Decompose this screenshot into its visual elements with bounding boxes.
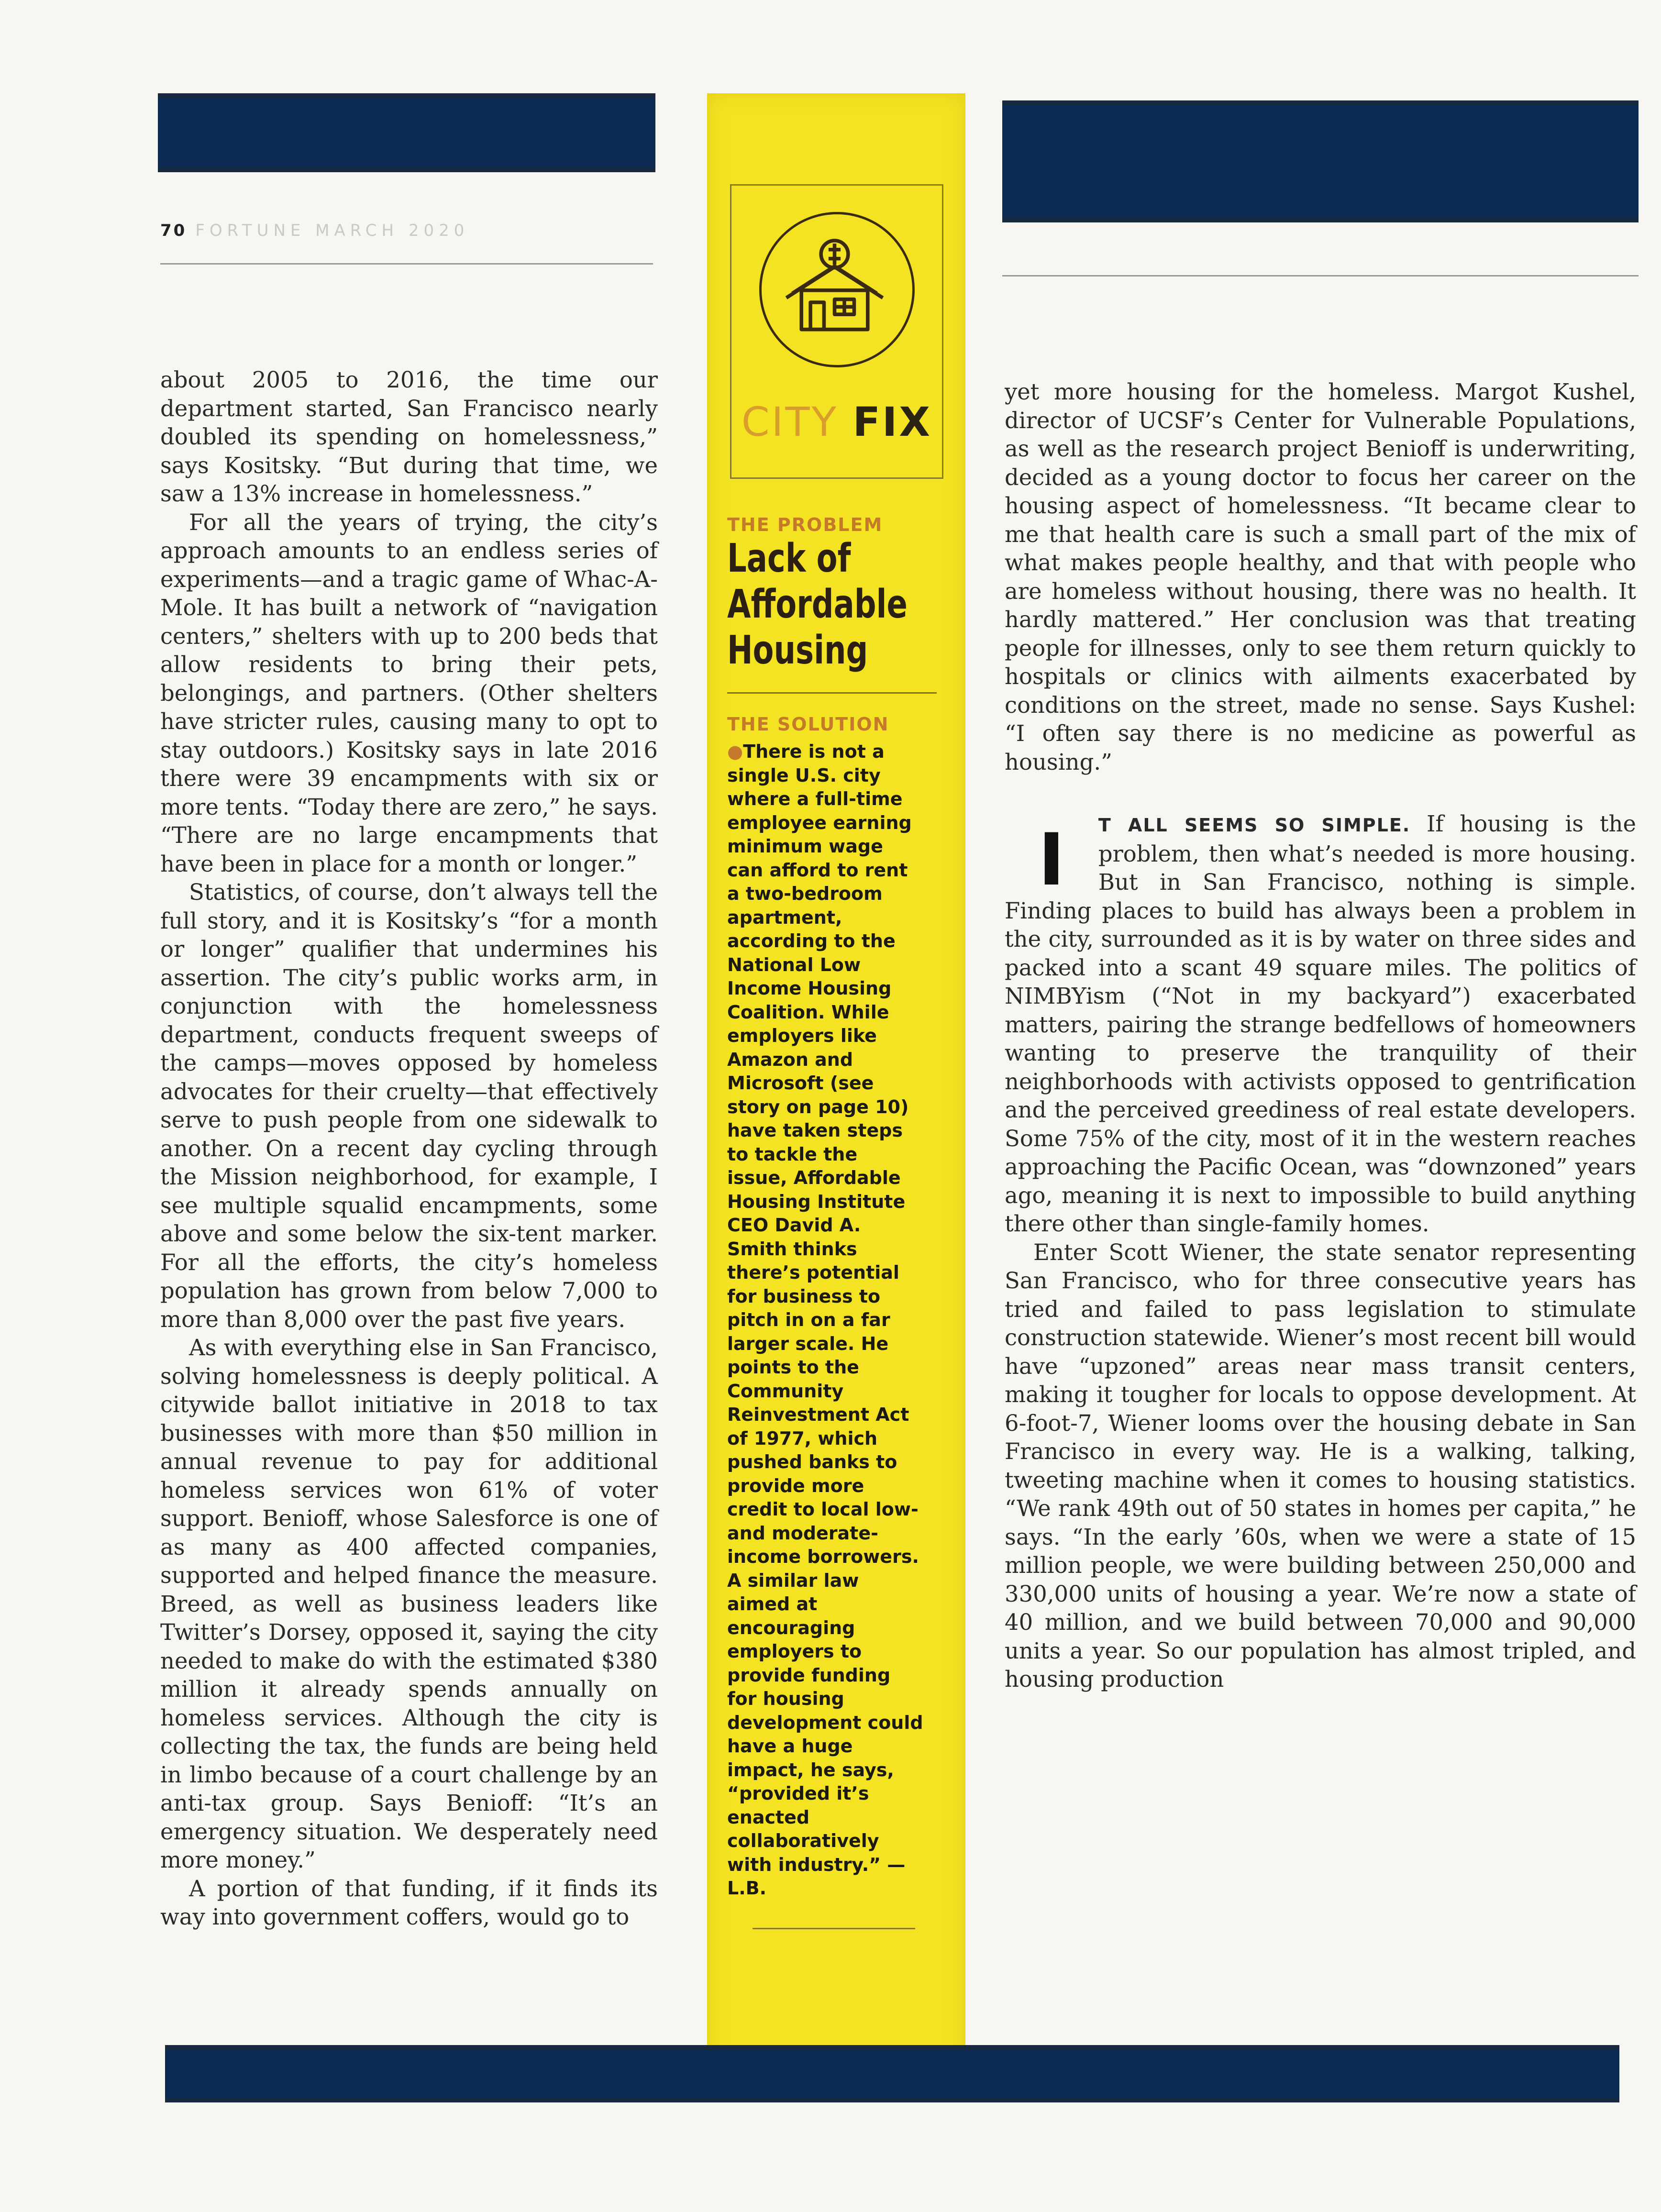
house-dollar-icon [759, 212, 910, 363]
article-paragraph: A portion of that funding, if it finds its way into government coffers, would go to [160, 1875, 658, 1930]
bullet-icon: ● [727, 741, 743, 762]
left-article-column [160, 366, 658, 1932]
city-label: CITY [741, 398, 838, 445]
article-paragraph: about 2005 to 2016, the time our department started, San Francisco nearly doubled its spending on homelessness,” says Kositsky. “But during that time, we saw a 13% increase in homelessness.” [160, 367, 658, 507]
problem-label: THE PROBLEM [727, 514, 883, 535]
problem-title: Lack of Affordable Housing [727, 536, 908, 673]
article-paragraph: As with everything else in San Francisco, solving homelessness is deeply political. A citywide ballot initiative in 2018 to tax businesses with more than $50 million in annual revenue to pay for additional homeless services won 61% of voter support. Benioff, whose Salesforce is one of as many as 400 affected companies, supported and helped finance the measure. Breed, as well as business leaders like Twitter’s Dorsey, opposed it, saying the city needed to make do with the estimated $380 million it already spends annually on homeless services. Although the city is collecting the tax, the funds are being held in limbo because of a court challenge by an anti-tax group. Says Benioff: “It’s an emergency situation. We desperately need more money.” [160, 1335, 658, 1873]
fix-label: FIX [853, 398, 932, 445]
city-fix-logo [731, 398, 942, 445]
article-paragraph: yet more housing for the homeless. Margot Kushel, director of UCSF’s Center for Vulnerable Populations, as well as the research project Benioff is underwriting, decided as a young doctor to focus her career on the housing aspect of homelessness. “It became clear to me that health care is such a small part of the mix of what makes people healthy, and that with people who are homeless without housing, there was no health. It hardly mattered.” Her conclusion was that treating people for illnesses, only to see them return quickly to hospitals or clinics with ailments exacerbated by conditions on the street, made no sense. Says Kushel: “I often say there is no medicine as powerful as housing.” [1005, 379, 1636, 775]
dropcap-paragraph [1005, 810, 1636, 1239]
solution-text [727, 740, 923, 1901]
right-article-column [1005, 378, 1636, 1694]
article-paragraph: For all the years of trying, the city’s approach amounts to an endless series of experiments—and a tragic game of Whac-A-Mole. It has built a network of “navigation centers,” shelters with up to 200 beds that allow residents to bring their pets, belongings, and partners. (Other shelters have stricter rules, causing many to opt to stay outdoors.) Kositsky says in late 2016 there were 39 encampments with six or more tents. “Today there are zero,” he says. “There are no large encampments that have been in place for a month or longer.” [160, 509, 658, 877]
header-rule-left [160, 263, 653, 265]
solution-body: There is not a single U.S. city where a full-time employee earning minimum wage can afford to rent a two-bedroom apartment, according to the National Low Income Housing Coalition. While employers like Amazon and Microsoft (see story on page 10) have taken steps to tackle the issue, Affordable Housing Institute CEO David A. Smith thinks there’s potential for business to pitch in on a far larger scale. He points to the Community Reinvestment Act of 1977, which pushed banks to provide more credit to local low- and moderate-income borrowers. A similar law aimed at encouraging employers to provide funding for housing development could have a huge impact, he says, “provided it’s enacted collaboratively with industry.” —L.B. [727, 741, 923, 1899]
city-fix-sidebar [707, 93, 965, 2093]
article-paragraph: Enter Scott Wiener, the state senator representing San Francisco, who for three consecutive years has tried and failed to pass legislation to stimulate construction statewide. Wiener’s most recent bill would have “upzoned” areas near mass transit centers, making it tougher for locals to oppose development. At 6-foot-7, Wiener looms over the housing debate in San Francisco in every way. He is a walking, talking, tweeting machine when it comes to housing statistics. “We rank 49th out of 50 states in homes per capita,” he says. “In the early ’60s, when we were a state of 15 million people, we were building between 250,000 and 330,000 units of housing a year. We’re now a state of 40 million, and we build between 70,000 and 90,000 units a year. So our population has almost tripled, and housing production [1005, 1239, 1636, 1692]
city-fix-badge [730, 184, 943, 479]
redaction-bar-top-right [1002, 100, 1639, 222]
sidebar-rule [727, 692, 937, 694]
page-number: 70 [160, 221, 187, 240]
solution-label: THE SOLUTION [727, 714, 889, 735]
lead-in: T ALL SEEMS SO SIMPLE. [1098, 815, 1411, 836]
dropcap-letter: I [1038, 818, 1065, 902]
article-paragraph: If housing is the problem, then what’s needed is more housing. But in San Francisco, nothing is simple. Finding places to build has always been a problem in the city, surrounded as it is by water on three sides and packed into a scant 49 square miles. The politics of NIMBYism (“Not in my backyard”) exacerbated matters, pairing the strange bedfellows of homeowners wanting to preserve the tranquility of their neighborhoods with activists opposed to gentrification and the perceived greediness of real estate developers. Some 75% of the city, most of it in the western reaches approaching the Pacific Ocean, was “downzoned” years ago, meaning it is next to impossible to build anything there other than single-family homes. [1005, 811, 1636, 1237]
article-paragraph: Statistics, of course, don’t always tell the full story, and it is Kositsky’s “for a month or longer” qualifier that undermines his assertion. The city’s public works arm, in conjunction with the homelessness department, conducts frequent sweeps of the camps—moves opposed by homeless advocates for their cruelty—that effectively serve to push people from one sidewalk to another. On a recent day cycling through the Mission neighborhood, for example, I see multiple squalid encampments, some above and some below the six-tent marker. For all the efforts, the city’s homeless population has grown from below 7,000 to more than 8,000 over the past five years. [160, 879, 658, 1332]
page-folio [160, 221, 469, 240]
header-rule-right [1002, 275, 1639, 276]
redaction-bar-top-left [158, 93, 655, 172]
redaction-bar-bottom [165, 2045, 1619, 2102]
publication-line: FORTUNE MARCH 2020 [195, 221, 469, 240]
sidebar-end-rule [753, 1928, 915, 1929]
